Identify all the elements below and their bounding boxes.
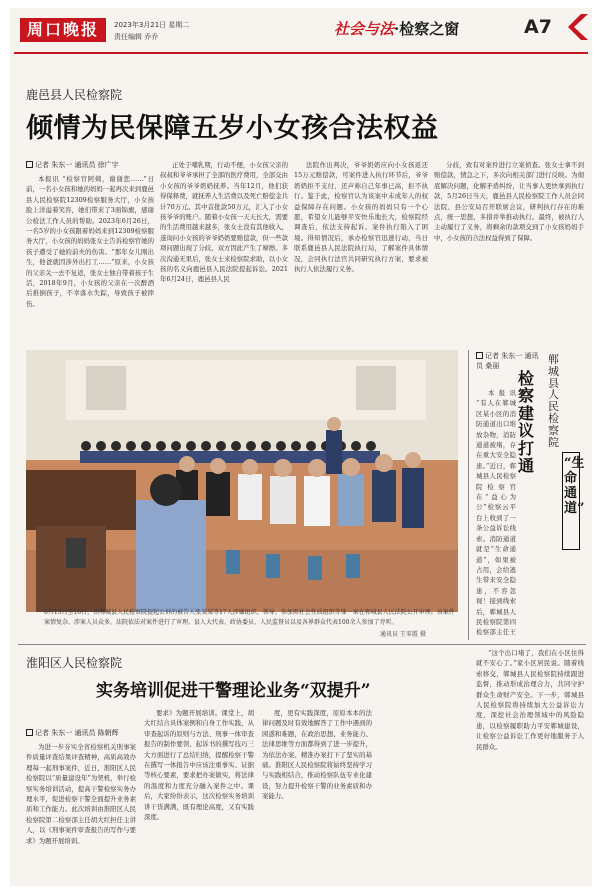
article1-column-2 <box>160 160 288 342</box>
page-editor: 责任编辑 乔乔 <box>114 33 159 41</box>
article2-organization: 淮阳区人民检察院 <box>26 656 123 670</box>
article1-col1-text: 本报讯 “检察官阿姨，谢谢您……”日前，一名小女孩和她的妈妈一起再次来到鹿邑县人民检察院12309检察服务大厅，小女孩脸上洋溢着笑容，她们带来了3面锦旗，感谢公检法工作人员的帮助。2023年6月26日，一名5岁的小女孩跟着妈妈来到12309检察服务大厅，小女孩的妈妈张女士告诉检察官她的孩子遭受了她的前夫的伤害。“那年女儿刚出生，他爸就因涉外出打工……”原来，小女孩的父亲关一去不复返，张女士独自带着孩子生活，2018年9月，小女孩的父亲在一次醉酒后推倒孩子，不幸落水失踪，导致孩子被摔伤。 <box>26 175 154 308</box>
section-title-part2: 检察之窗 <box>399 20 460 38</box>
page-number: A7 <box>524 16 552 38</box>
header-rule <box>14 52 588 54</box>
article1-col2-text: 正处于哺乳期，行动不便，小女孩父亲的叔叔和爷爷承担了全部的医疗费用，全部交由小女孩的爷爷奶奶抚养。当年12月，他们获得保释费，就抚养人生活费以及死亡赔偿金共计70万元。其中首批款50万元，汇入了小女孩爷爷的账户。随着小女孩一天天长大，需要的生活费用越来越多，张女士没有其他收入，遂询问小女孩的爷爷奶奶要赔偿款，但一些款项问题出现了分歧，双方因此产生了摩擦。多次沟通无果后，张女士来检察院求助，以小女孩的名义向鹿邑县人民法院提起诉讼。2021年6月24日，鹿邑县人民 <box>160 161 288 284</box>
article2-col2-text: 要求》为题开展培训。课堂上，胡大红结合具体案例和自身工作实践，从审查起诉的原则与方法、刑事一体审查报告的制作要领、起诉书的撰写技巧三大方面进行了总结归纳，提醒检察干警在撰写一体报告中应该注重事实、证据等核心要素，要求把办案做实，将法律的温度和力度充分融入案件之中。课后，大家纷纷表示，这次检察实务培训讲干货满满，既有理论高度，又有实践深度。 <box>144 709 254 822</box>
byline-box-icon <box>26 161 33 168</box>
article2-col1-text: 为进一步夯实全省检察机关刑事案件质量评查结果评查精神，高质高效办理每一起刑事案件，近日，淮阳区人民检察院以“质量建设年”为契机，举行检察实务培训活动，提高干警检察实务办理水平，促进检察干警全面提升业务素质和工作能力。此次培训由淮阳区人民检察院第二检察部主任胡大红担任主讲人，以《刑事案件审查报告的写作与要求》为题开展培训。 <box>26 743 136 845</box>
article2-byline <box>26 728 119 738</box>
courtroom-photo <box>26 350 458 612</box>
article2-col3-text: 度，更有实践深度，原原本本的法律问题及时有效地解答了工作中遇到的困惑和难题，在政治思想、业务能力、法律思维等方面都得到了进一步提升，为依法办案、精准办案打下了坚实的基础。淮阳区人民检察院将始终坚持学习与实践相结合，推动检察队伍专业化建设，努力提升检察干警的业务素质和办案能力。 <box>262 709 372 801</box>
section-title-sep: · <box>394 20 400 38</box>
section-divider <box>18 644 586 645</box>
photo-credit: 通讯员 王零霞 摄 <box>380 631 426 638</box>
article2-headline: 实务培训促进干警理论业务“双提升” <box>96 681 371 701</box>
article2-column-3 <box>262 708 372 882</box>
photo-caption: 6月15日至16日，由郸城县人民检察院提起公诉的被告人张某某等17人涉嫌组织、领导、参加黑社会性质组织等罪一案在郸城县人民法院公开审理。该案件案情复杂、涉案人员众多，法院依法对案件进行了审理。县人大代表、政协委员、人民监督员以及各界群众代表100余人参加了旁听。 <box>44 609 455 626</box>
courtroom-photo-image <box>26 350 458 612</box>
article1-col3-text: 法院作出判决，爷爷奶奶应向小女孩返还15万元赔偿款，可案件进入执行环节后，爷爷奶奶拒不支付，还声称自己年事已高，拒不执行。鉴于此，检察官认为该案中未成年人的权益保障存在问题。小女孩的妈妈只有一个心愿，希望女儿能够平安快乐地长大，检察院经调查后，依法支持起诉。案件执行陷入了困境。得知情况后，承办检察官迅速行动，当日联系鹿邑县人民法院执行局，了解案件具体情况，会同执行法官共同研究执行方案，要求被执行人依法履行义务。 <box>294 161 428 274</box>
side-headline: 检察建议打通 <box>518 369 535 476</box>
newspaper-page <box>10 8 592 886</box>
article1-headline: 倾情为民保障五岁小女孩合法权益 <box>26 113 439 144</box>
issue-date: 2023年3月21日 星期二 <box>114 21 190 29</box>
side-organization: 郸城县人民检察院 <box>548 353 559 449</box>
section-title-part1: 社会与法 <box>334 20 395 38</box>
article2-column-2 <box>144 708 254 882</box>
article2-column-4 <box>476 648 584 882</box>
article1-column-1 <box>26 174 154 342</box>
article1-byline <box>26 160 119 170</box>
section-title <box>334 18 459 39</box>
article1-column-4 <box>434 160 584 342</box>
masthead <box>10 8 592 60</box>
article1-column-3 <box>294 160 428 342</box>
article2-byline-text: 记者 朱东一 通讯员 陈朝辉 <box>35 729 119 737</box>
article2-col4-text: “这个出口堵了，我们在小区住得就不安心了。”家小区居民说。随着线索移交，郸城县人民检察院持续跟进监督，推动形成治理合力，共同守护群众生命财产安全。下一步，郸城县人民检察院将持续加大公益诉讼力度，深挖社会治理领域中的风险隐患，以检察履职助力平安郸城建设，让检察公益诉讼工作更好地服务于人民群众。 <box>476 649 584 751</box>
article1-organization: 鹿邑县人民检察院 <box>26 88 123 102</box>
side-byline <box>476 351 544 371</box>
article2-column-1 <box>26 742 136 882</box>
side-byline-text: 记者 朱东一 通讯员 桑丽 <box>476 352 539 370</box>
side-column-1 <box>476 388 516 638</box>
corner-chevron-icon <box>568 14 588 40</box>
side-headline-boxed: “生命通道” <box>564 456 585 516</box>
byline-box-icon <box>26 729 33 736</box>
article1-byline-text: 记者 朱东一 通讯员 徐广宇 <box>35 161 119 169</box>
newspaper-logo: 周口晚报 <box>20 18 106 42</box>
side-body-text: 本报讯 “有人在郸城区某小区的消防通道出口堆放杂物，消防通道被堵，存在重大安全隐患。”近日，郸城县人民检察院检察官在“益心为公”检察云平台上收到了一条公益诉讼线索。消防通道就是“生命通道”，如果被占用，会给逃生带来安全隐患，不容忽视！接到线索后，郸城县人民检察院第四检察部主任王 <box>476 389 516 637</box>
byline-box-icon <box>476 352 483 359</box>
article1-col4-text: 分歧，致有对案件进行立案侦查。张女士拿不到赔偿款，情急之下，多次向相关部门进行反映。为彻底解决问题，化解矛盾纠纷，让当事人更快拿到执行款，5月26日当天，鹿邑县人民检察院工作人员会同法院、县公安局召开联席会议，研判执行存在的难点，统一思想，多措并举推动执行。最终，被执行人主动履行了义务，将剩余的款项交到了小女孩妈妈手中，小女孩的合法权益得到了保障。 <box>434 161 584 242</box>
side-divider <box>468 350 469 640</box>
